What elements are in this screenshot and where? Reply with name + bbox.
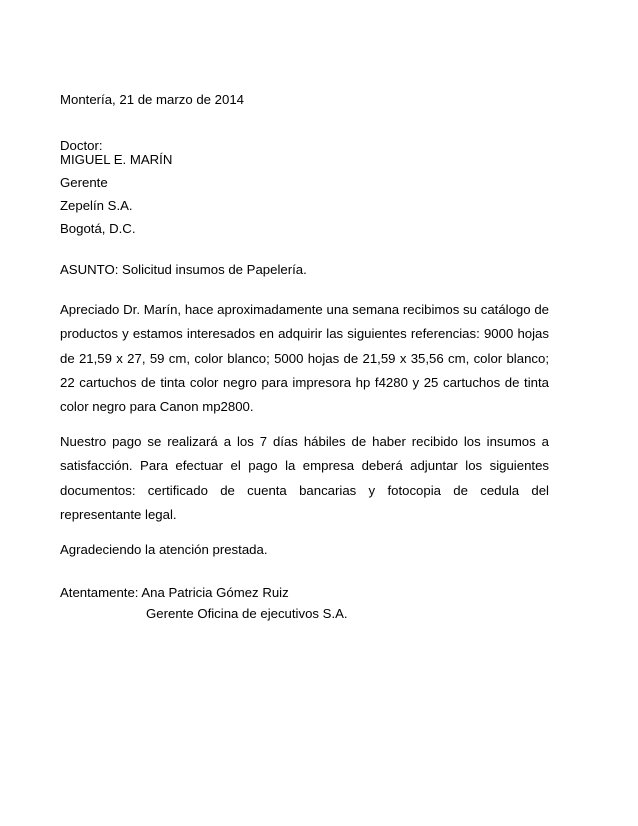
recipient-company: Zepelín S.A.	[60, 198, 133, 213]
recipient-name: MIGUEL E. MARÍN	[60, 152, 173, 167]
recipient-salutation: Doctor:	[60, 138, 103, 153]
closing-thanks: Agradeciendo la atención prestada.	[60, 542, 268, 557]
signature-closing: Atentamente: Ana Patricia Gómez Ruiz	[60, 585, 289, 600]
date-line: Montería, 21 de marzo de 2014	[60, 92, 245, 107]
subject-line: ASUNTO: Solicitud insumos de Papelería.	[60, 262, 307, 277]
recipient-city: Bogotá, D.C.	[60, 221, 136, 236]
body-paragraph-2: Nuestro pago se realizará a los 7 días hábiles de haber recibido los insumos a satisfacción. Para efectuar el pago la empresa deberá adjuntar los siguientes documentos: certificado de cuenta bancarias y fotocopia de cedula del representante legal.	[60, 434, 549, 522]
signature-title: Gerente Oficina de ejecutivos S.A.	[146, 606, 348, 621]
recipient-position: Gerente	[60, 175, 108, 190]
body-paragraph-1: Apreciado Dr. Marín, hace aproximadamente una semana recibimos su catálogo de productos y estamos interesados en adquirir las siguientes referencias: 9000 hojas de 21,59 x 27, 59 cm, color blanco; 5000 hojas de 21,59 x 35,56 cm, color blanco; 22 cartuchos de tinta color negro para impresora hp f4280 y 25 cartuchos de tinta color negro para Canon mp2800.	[60, 302, 549, 415]
